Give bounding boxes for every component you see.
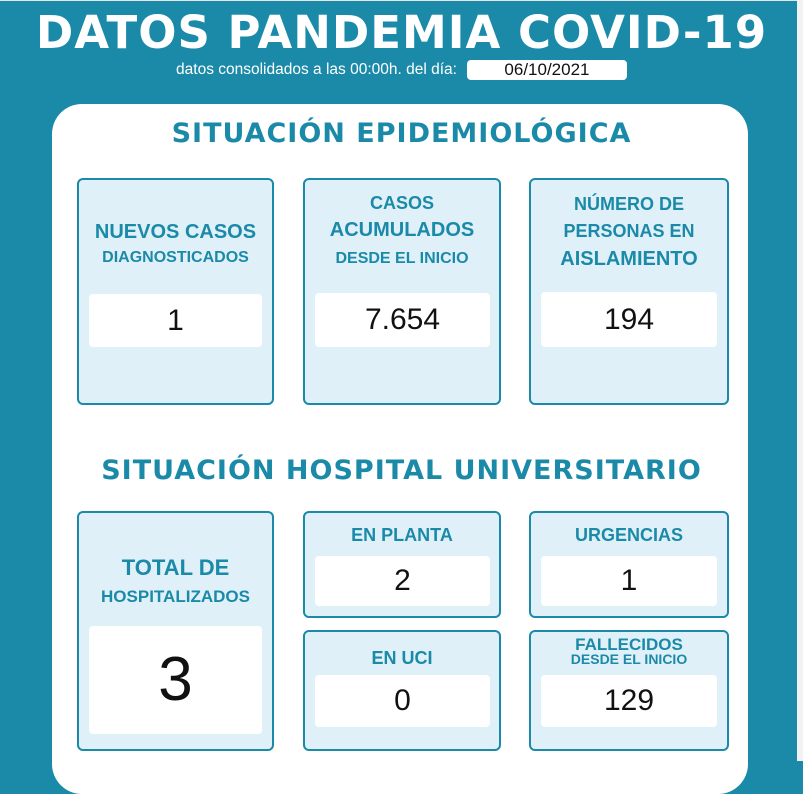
urgencias-label: URGENCIAS bbox=[574, 525, 683, 545]
aislamiento-label-1: NÚMERO DE bbox=[573, 194, 684, 214]
casos-acumulados-label-1: CASOS bbox=[369, 193, 434, 213]
page-title: DATOS PANDEMIA COVID-19 bbox=[35, 6, 768, 59]
nuevos-casos-label-2: DIAGNOSTICADOS bbox=[102, 249, 249, 266]
card-total-hospitalizados bbox=[77, 511, 274, 751]
nuevos-casos-value: 1 bbox=[89, 294, 262, 347]
fallecidos-label-1: FALLECIDOS bbox=[575, 635, 683, 654]
section-title-epidemiologica: SITUACIÓN EPIDEMIOLÓGICA bbox=[171, 118, 632, 149]
aislamiento-label-2: PERSONAS EN bbox=[563, 221, 695, 241]
total-label-2: HOSPITALIZADOS bbox=[101, 587, 250, 606]
card-nuevos-casos bbox=[77, 178, 274, 405]
nuevos-casos-label-1: NUEVOS CASOS bbox=[94, 221, 257, 243]
subtitle-text: datos consolidados a las 00:00h. del día: bbox=[176, 61, 457, 78]
right-border bbox=[797, 0, 803, 761]
casos-acumulados-label-2: ACUMULADOS bbox=[329, 219, 475, 241]
card-aislamiento bbox=[529, 178, 729, 405]
planta-label: EN PLANTA bbox=[351, 525, 453, 545]
card-en-planta bbox=[303, 511, 501, 618]
card-urgencias bbox=[529, 511, 729, 618]
total-label-1: TOTAL DE bbox=[121, 555, 230, 580]
fallecidos-value: 129 bbox=[541, 675, 717, 727]
uci-label: EN UCI bbox=[371, 648, 433, 668]
fallecidos-label-2: DESDE EL INICIO bbox=[570, 651, 688, 667]
top-border bbox=[0, 0, 803, 1]
aislamiento-label-3: AISLAMIENTO bbox=[560, 248, 698, 270]
section-title-hospital: SITUACIÓN HOSPITAL UNIVERSITARIO bbox=[101, 455, 702, 486]
card-fallecidos bbox=[529, 630, 729, 751]
aislamiento-value: 194 bbox=[541, 292, 717, 347]
urgencias-value: 1 bbox=[541, 556, 717, 606]
card-casos-acumulados bbox=[303, 178, 501, 405]
casos-acumulados-value: 7.654 bbox=[315, 293, 490, 347]
uci-value: 0 bbox=[315, 675, 490, 727]
subtitle-row bbox=[0, 60, 803, 80]
total-value: 3 bbox=[89, 626, 262, 734]
planta-value: 2 bbox=[315, 556, 490, 606]
casos-acumulados-label-3: DESDE EL INICIO bbox=[335, 250, 469, 267]
date-value: 06/10/2021 bbox=[467, 60, 627, 80]
card-en-uci bbox=[303, 630, 501, 751]
